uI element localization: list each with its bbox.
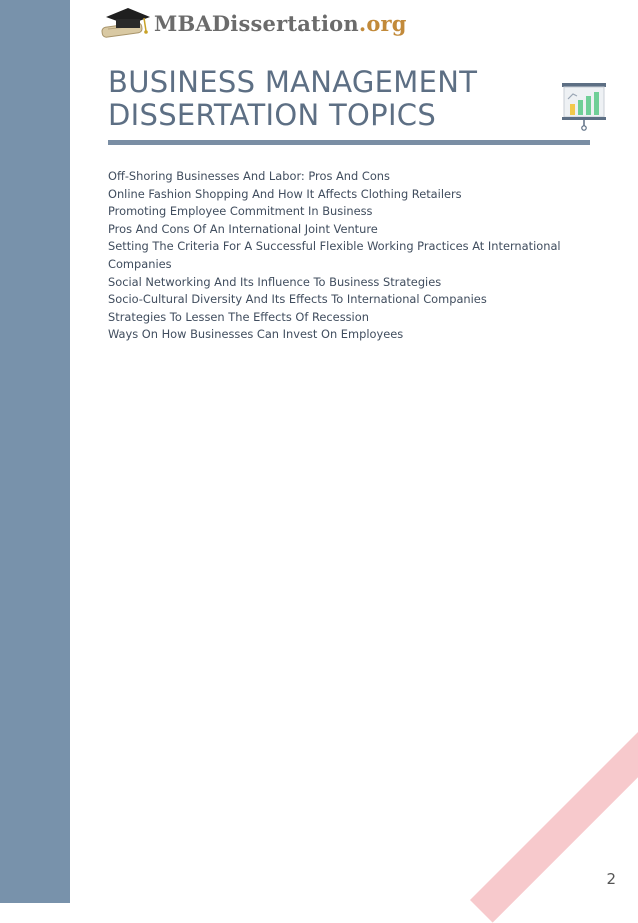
- logo-text: [154, 11, 407, 36]
- graduation-cap-diploma-icon: [100, 5, 152, 41]
- bar-chart-board-icon: [561, 82, 607, 132]
- topic-item: Pros And Cons Of An International Joint Venture: [108, 221, 378, 236]
- topic-item: Ways On How Businesses Can Invest On Employees: [108, 327, 404, 342]
- page-number: 2: [606, 870, 616, 888]
- side-band: [0, 0, 70, 903]
- logo-text-suffix: .org: [358, 10, 407, 36]
- title-divider: [108, 140, 590, 145]
- topic-item: Social Networking And Its Influence To Business Strategies: [108, 274, 442, 289]
- topic-item: Online Fashion Shopping And How It Affects Clothing Retailers: [108, 186, 462, 201]
- topic-list: [108, 168, 588, 344]
- topic-item: Off-Shoring Businesses And Labor: Pros And Cons: [108, 169, 390, 183]
- topic-item: Socio-Cultural Diversity And Its Effects To International Companies: [108, 292, 487, 307]
- page-title: [108, 66, 528, 132]
- topic-item: Strategies To Lessen The Effects Of Recession: [108, 309, 369, 324]
- page-title-line-1: BUSINESS MANAGEMENT: [108, 65, 478, 99]
- topic-item: Promoting Employee Commitment In Business: [108, 204, 373, 219]
- site-logo[interactable]: [100, 4, 407, 42]
- logo-text-main: MBADissertation: [154, 10, 359, 36]
- topic-item: Setting The Criteria For A Successful Flexible Working Practices At International Companies: [108, 239, 561, 271]
- page-title-line-2: DISSERTATION TOPICS: [108, 98, 437, 132]
